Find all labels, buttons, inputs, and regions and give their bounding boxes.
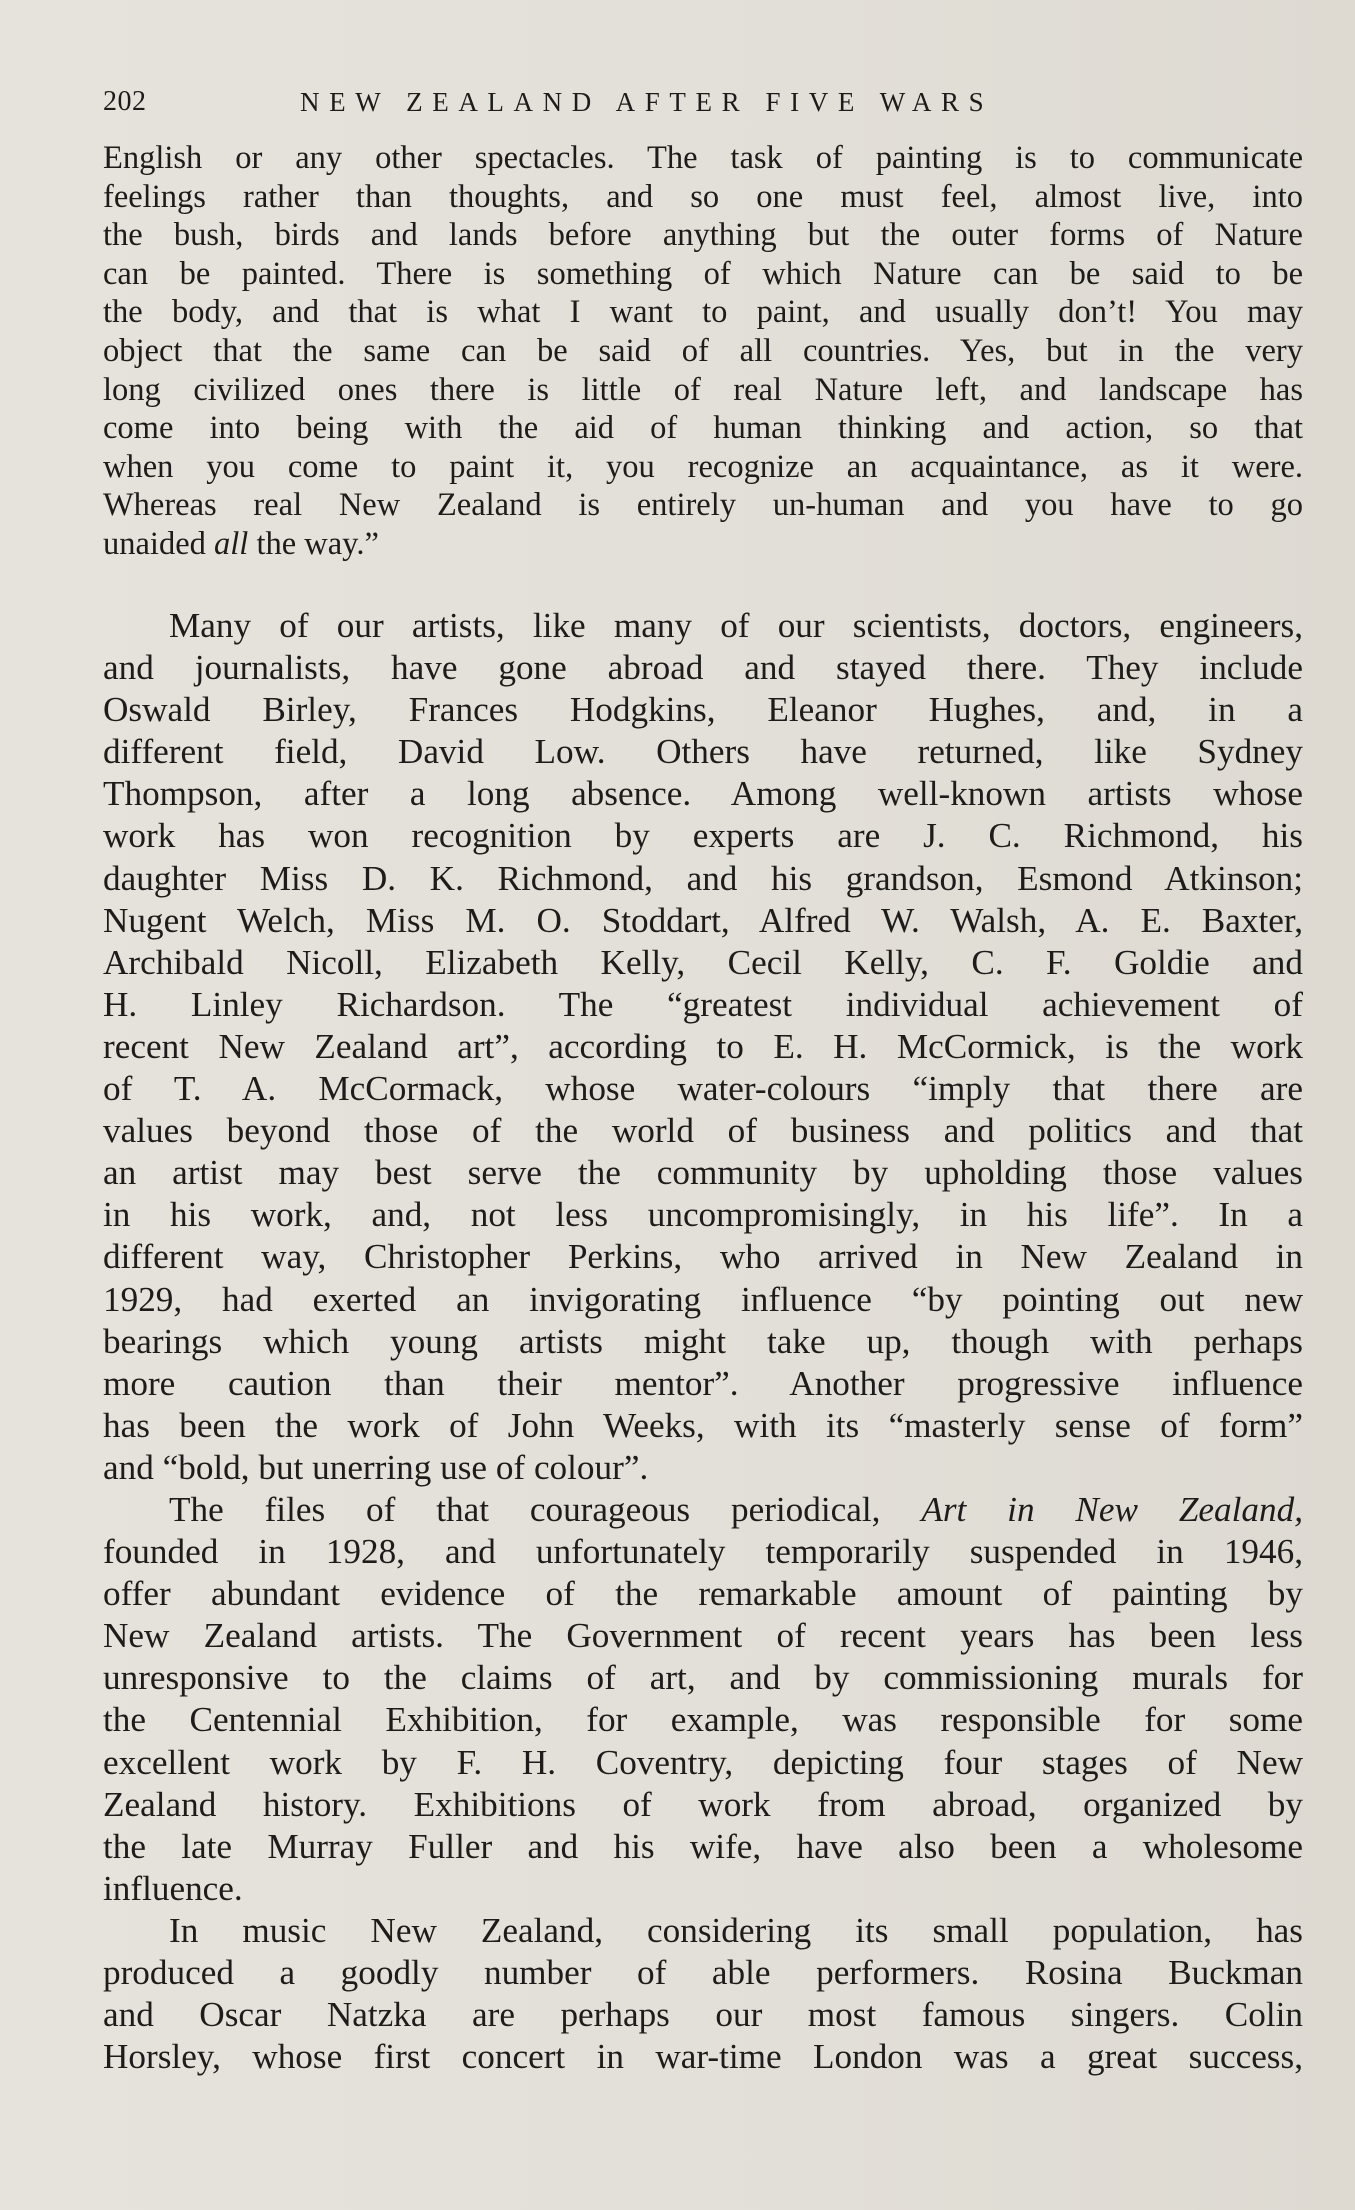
paragraph <box>103 1489 1303 1910</box>
text-line: different way, Christopher Perkins, who arrived in New Zealand in <box>103 1237 1303 1277</box>
text-line: influence. <box>103 1868 243 1908</box>
italic-emphasis: all <box>214 525 249 562</box>
text-line: and Oscar Natzka are perhaps our most famous singers. Colin <box>103 1995 1303 2035</box>
text-line: feelings rather than thoughts, and so one must feel, almost live, into <box>103 178 1303 215</box>
main-text <box>103 605 1303 2078</box>
text-line: Oswald Birley, Frances Hodgkins, Eleanor Hughes, and, in a <box>103 690 1303 730</box>
text-line: In music New Zealand, considering its small population, has <box>169 1910 1303 1950</box>
text-line: more caution than their mentor”. Another progressive influence <box>103 1363 1303 1403</box>
paragraph <box>103 1910 1303 2078</box>
text-line: produced a goodly number of able performers. Rosina Buckman <box>103 1953 1303 1992</box>
text-line: New Zealand artists. The Government of recent years has been less <box>103 1616 1303 1656</box>
text-line: when you come to paint it, you recognize an acquaintance, as it were. <box>103 448 1303 485</box>
text-line: in his work, and, not less uncompromisingly, in his life”. In a <box>103 1195 1303 1235</box>
text-line: values beyond those of the world of business and politics and that <box>103 1111 1303 1151</box>
text-line: recent New Zealand art”, according to E. H. McCormick, is the work <box>103 1026 1303 1066</box>
running-head <box>103 82 1300 122</box>
book-title: NEW ZEALAND AFTER FIVE WARS <box>300 87 994 117</box>
text-line: bearings which young artists might take up, though with perhaps <box>103 1321 1303 1361</box>
periodical-title: Art in New Zealand, <box>921 1489 1304 1529</box>
text-line: English or any other spectacles. The task of painting is to communicate <box>103 140 1303 176</box>
text-line: the body, and that is what I want to paint, and usually don’t! You may <box>103 294 1303 331</box>
text-line: and “bold, but unerring use of colour”. <box>103 1447 649 1487</box>
text-line: daughter Miss D. K. Richmond, and his grandson, Esmond Atkinson; <box>103 858 1303 898</box>
text-line: can be painted. There is something of which Nature can be said to be <box>103 255 1303 292</box>
text-line: H. Linley Richardson. The “greatest individual achievement of <box>103 984 1303 1024</box>
text-line: Zealand history. Exhibitions of work from abroad, organized by <box>103 1784 1303 1824</box>
text-line <box>103 1489 1303 1531</box>
text-line: offer abundant evidence of the remarkable amount of painting by <box>103 1574 1303 1614</box>
page-number: 202 <box>103 86 147 117</box>
text-line: Archibald Nicoll, Elizabeth Kelly, Cecil Kelly, C. F. Goldie and <box>103 942 1303 982</box>
text-line: work has won recognition by experts are J. C. Richmond, his <box>103 816 1303 856</box>
text-line: Nugent Welch, Miss M. O. Stoddart, Alfred W. Walsh, A. E. Baxter, <box>103 900 1303 940</box>
text-run: The files of that courageous periodical, <box>169 1489 922 1529</box>
text-line: come into being with the aid of human thinking and action, so that <box>103 410 1303 447</box>
text-line: Many of our artists, like many of our scientists, doctors, engineers, <box>169 606 1303 645</box>
text-line: has been the work of John Weeks, with its “masterly sense of form” <box>103 1405 1303 1445</box>
text-line: and journalists, have gone abroad and stayed there. They include <box>103 648 1303 688</box>
text-line: long civilized ones there is little of real Nature left, and landscape has <box>103 371 1303 408</box>
text-run: the way.” <box>248 525 379 562</box>
text-line: the late Murray Fuller and his wife, have also been a wholesome <box>103 1826 1303 1866</box>
text-line: an artist may best serve the community by upholding those values <box>103 1153 1303 1193</box>
text-line: the bush, birds and lands before anything but the outer forms of Nature <box>103 217 1303 254</box>
text-line: excellent work by F. H. Coventry, depicting four stages of New <box>103 1742 1303 1782</box>
text-line: founded in 1928, and unfortunately temporarily suspended in 1946, <box>103 1532 1303 1572</box>
paragraph <box>103 605 1303 1489</box>
text-line: Horsley, whose first concert in war-time London was a great success, <box>103 2037 1303 2077</box>
text-line: object that the same can be said of all countries. Yes, but in the very <box>103 332 1303 369</box>
text-line: Whereas real New Zealand is entirely un-human and you have to go <box>103 487 1303 524</box>
text-line: of T. A. McCormack, whose water-colours “imply that there are <box>103 1069 1303 1109</box>
text-run: unaided <box>103 525 215 562</box>
text-line <box>103 525 1303 564</box>
text-line: 1929, had exerted an invigorating influence “by pointing out new <box>103 1279 1303 1319</box>
text-line: Thompson, after a long absence. Among well-known artists whose <box>103 774 1303 814</box>
text-line: different field, David Low. Others have returned, like Sydney <box>103 732 1303 772</box>
text-line: the Centennial Exhibition, for example, was responsible for some <box>103 1700 1303 1740</box>
quote-paragraph <box>103 139 1303 564</box>
text-line: unresponsive to the claims of art, and by commissioning murals for <box>103 1658 1303 1698</box>
